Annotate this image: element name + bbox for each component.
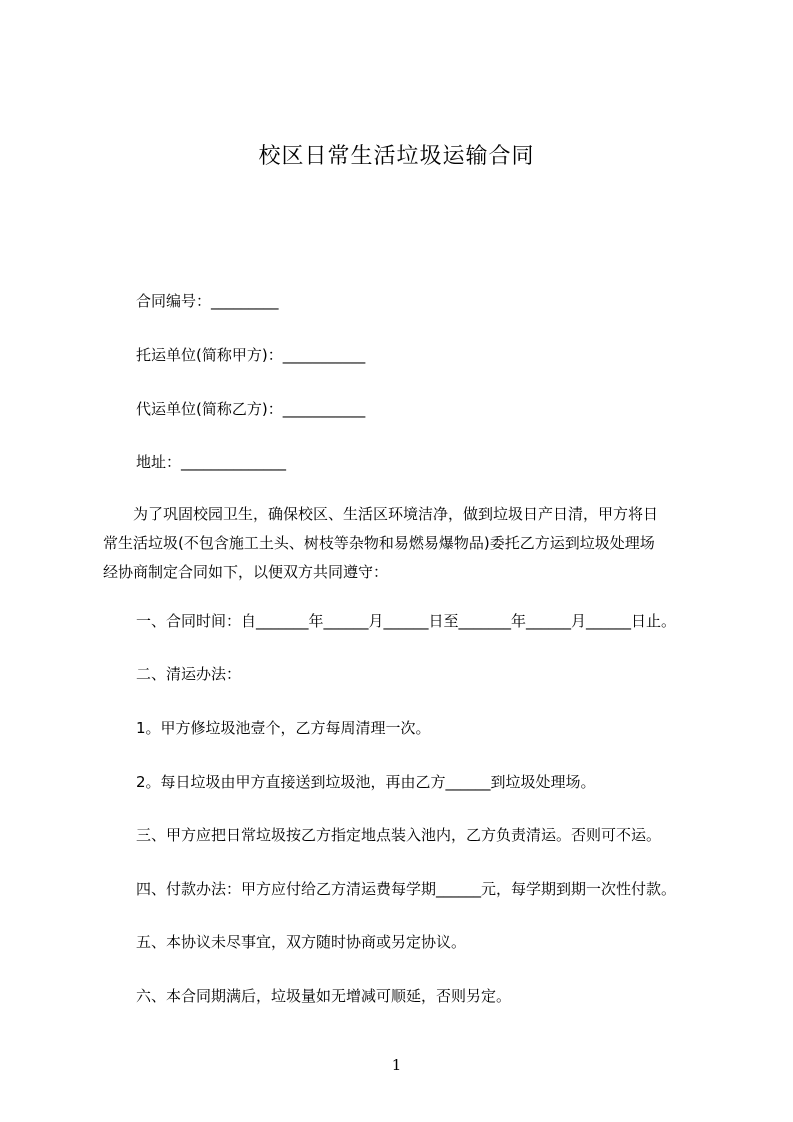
clause-contract-period: 一、合同时间：自_______年______月______日至_______年______月______日止。 [136, 612, 677, 630]
clause-renewal: 六、本合同期满后，垃圾量如无增减可顺延，否则另定。 [136, 987, 512, 1005]
address-field: 地址：______________ [136, 453, 287, 471]
page-number: 1 [391, 1056, 402, 1074]
agent-field: 代运单位(简称乙方)：___________ [136, 400, 366, 418]
contract-number-field: 合同编号：_________ [136, 292, 279, 310]
intro-line: 常生活垃圾(不包含施工土头、树枝等杂物和易燃易爆物品)委托乙方运到垃圾处理场 [103, 534, 655, 552]
clause-disposal-location: 三、甲方应把日常垃圾按乙方指定地点装入池内，乙方负责清运。否则可不运。 [136, 826, 662, 844]
clause-clearance-method: 二、清运办法： [136, 665, 242, 683]
clause-item-2: 2。每日垃圾由甲方直接送到垃圾池，再由乙方______到垃圾处理场。 [136, 773, 596, 791]
intro-line: 经协商制定合同如下，以便双方共同遵守： [103, 563, 389, 581]
intro-line: 为了巩固校园卫生，确保校区、生活区环境洁净，做到垃圾日产日清，甲方将日 [103, 505, 659, 523]
client-field: 托运单位(简称甲方)：___________ [136, 346, 366, 364]
intro-paragraph [103, 500, 723, 587]
clause-payment: 四、付款办法：甲方应付给乙方清运费每学期______元，每学期到期一次性付款。 [136, 880, 677, 898]
clause-unresolved-matters: 五、本协议未尽事宜，双方随时协商或另定协议。 [136, 933, 467, 951]
document-title: 校区日常生活垃圾运输合同 [258, 144, 535, 169]
clause-item-1: 1。甲方修垃圾池壹个，乙方每周清理一次。 [136, 719, 431, 737]
